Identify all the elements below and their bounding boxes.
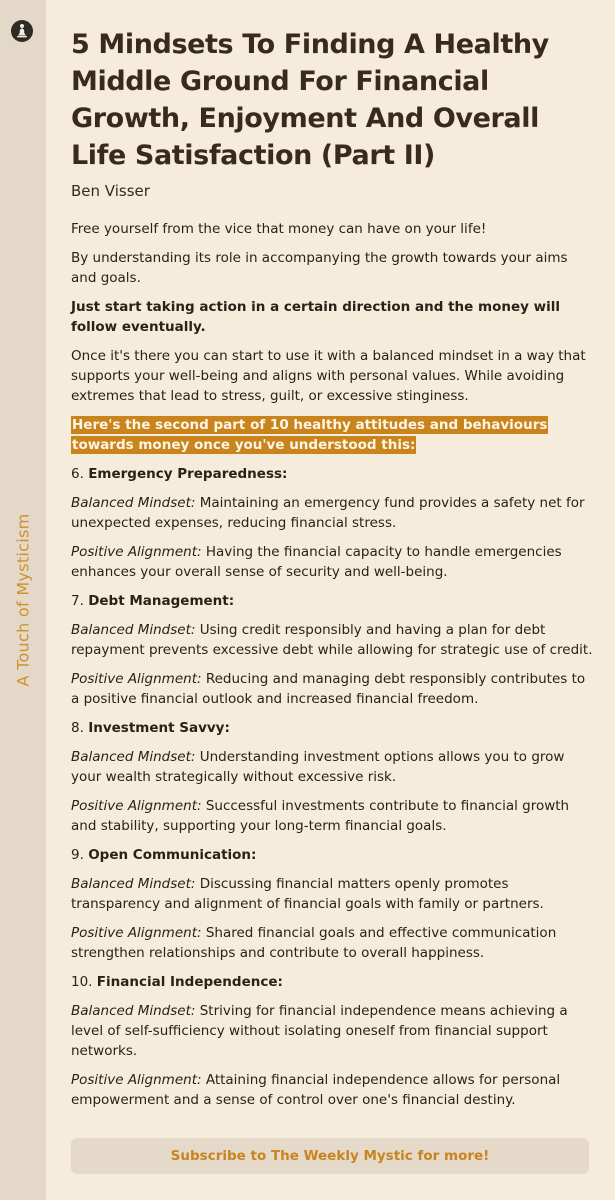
balanced-text: Understanding investment options allows you to grow your wealth strategically without excessive risk. bbox=[71, 749, 565, 785]
balanced-text: Discussing financial matters openly promotes transparency and alignment of financial goals with family or partners. bbox=[71, 876, 544, 912]
body-paragraph: Once it's there you can start to use it with a balanced mindset in a way that supports your well-being and aligns with personal values. While avoiding extremes that lead to stress, guilt, or excessive stinginess. bbox=[71, 348, 586, 404]
meditating-figure-icon[interactable] bbox=[11, 20, 33, 42]
balanced-mindset bbox=[71, 747, 593, 787]
balanced-mindset bbox=[71, 493, 593, 533]
subscribe-label: Subscribe to The Weekly Mystic for more! bbox=[170, 1148, 490, 1164]
positive-alignment bbox=[71, 796, 593, 836]
section-title: Open Communication: bbox=[88, 847, 257, 863]
section-heading bbox=[71, 972, 593, 992]
balanced-label: Balanced Mindset: bbox=[71, 622, 196, 638]
positive-text: Reducing and managing debt responsibly contributes to a positive financial outlook and increased financial freedom. bbox=[71, 671, 586, 707]
positive-text: Having the financial capacity to handle emergencies enhances your overall sense of security and well-being. bbox=[71, 544, 562, 580]
balanced-mindset bbox=[71, 1001, 593, 1061]
key-statement: Just start taking action in a certain direction and the money will follow eventually. bbox=[71, 299, 560, 335]
positive-text: Successful investments contribute to financial growth and stability, supporting your long-term financial goals. bbox=[71, 798, 570, 834]
positive-label: Positive Alignment: bbox=[71, 671, 202, 687]
balanced-text: Maintaining an emergency fund provides a safety net for unexpected expenses, reducing financial stress. bbox=[71, 495, 585, 531]
balanced-label: Balanced Mindset: bbox=[71, 1003, 196, 1019]
section-number: 7. bbox=[71, 593, 84, 609]
balanced-label: Balanced Mindset: bbox=[71, 876, 196, 892]
balanced-mindset bbox=[71, 620, 593, 660]
section-title: Emergency Preparedness: bbox=[88, 466, 288, 482]
section-title: Financial Independence: bbox=[96, 974, 283, 990]
section-number: 10. bbox=[71, 974, 93, 990]
balanced-mindset bbox=[71, 874, 593, 914]
subscribe-button[interactable] bbox=[71, 1138, 589, 1174]
positive-label: Positive Alignment: bbox=[71, 925, 202, 941]
balanced-text: Striving for financial independence means achieving a level of self-sufficiency without isolating oneself from financial support networks. bbox=[71, 1003, 568, 1059]
publication-name: A Touch of Mysticism bbox=[13, 513, 33, 687]
section-heading bbox=[71, 718, 593, 738]
positive-label: Positive Alignment: bbox=[71, 798, 202, 814]
positive-text: Shared financial goals and effective communication strengthen relationships and contribute to overall happiness. bbox=[71, 925, 557, 961]
intro-paragraph: By understanding its role in accompanying the growth towards your aims and goals. bbox=[71, 250, 568, 286]
balanced-label: Balanced Mindset: bbox=[71, 749, 196, 765]
logo-graphic bbox=[15, 23, 29, 39]
intro-paragraph: Free yourself from the vice that money can have on your life! bbox=[71, 221, 487, 237]
positive-alignment bbox=[71, 1070, 593, 1110]
section-number: 9. bbox=[71, 847, 84, 863]
section-title: Debt Management: bbox=[88, 593, 235, 609]
section-title: Investment Savvy: bbox=[88, 720, 230, 736]
balanced-label: Balanced Mindset: bbox=[71, 495, 196, 511]
section-heading bbox=[71, 464, 593, 484]
sidebar bbox=[0, 0, 46, 1200]
positive-alignment bbox=[71, 669, 593, 709]
article-body bbox=[71, 219, 593, 1110]
section-heading bbox=[71, 845, 593, 865]
positive-label: Positive Alignment: bbox=[71, 544, 202, 560]
article-title: 5 Mindsets To Finding A Healthy Middle Ground For Financial Growth, Enjoyment And Overall Life Satisfaction (Part II) bbox=[71, 29, 549, 171]
section-number: 6. bbox=[71, 466, 84, 482]
positive-text: Attaining financial independence allows for personal empowerment and a sense of control over one's financial destiny. bbox=[71, 1072, 561, 1108]
sidebar-label-container bbox=[0, 512, 46, 688]
section-number: 8. bbox=[71, 720, 84, 736]
positive-alignment bbox=[71, 923, 593, 963]
positive-label: Positive Alignment: bbox=[71, 1072, 202, 1088]
balanced-text: Using credit responsibly and having a plan for debt repayment prevents excessive debt while allowing for strategic use of credit. bbox=[71, 622, 593, 658]
highlight-text: Here's the second part of 10 healthy attitudes and behaviours towards money once you've understood this: bbox=[72, 417, 548, 453]
positive-alignment bbox=[71, 542, 593, 582]
highlight-paragraph bbox=[71, 415, 593, 455]
article-author[interactable]: Ben Visser bbox=[71, 182, 150, 200]
section-heading bbox=[71, 591, 593, 611]
article bbox=[71, 26, 593, 1119]
